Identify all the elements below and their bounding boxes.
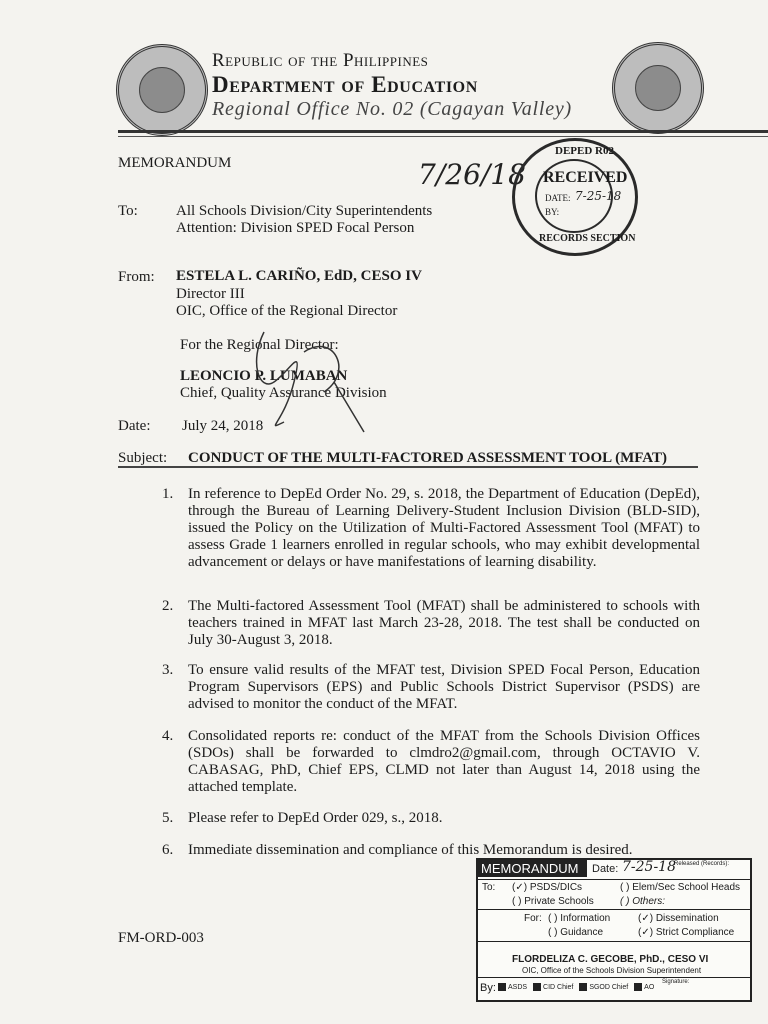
regional-office-line: Regional Office No. 02 (Cagayan Valley) — [212, 98, 573, 120]
handwritten-date: 7/26/18 — [418, 158, 526, 191]
to-label: To: — [118, 203, 138, 219]
routing-by-label: By: — [480, 982, 496, 994]
routing-by-cid: CID Chief — [543, 983, 574, 991]
header-rule-thin — [118, 136, 768, 137]
item-5-number: 5. — [162, 810, 174, 826]
routing-opt-elem-label: Elem/Sec School Heads — [632, 882, 741, 893]
routing-by-sgod: SGOD Chief — [589, 983, 629, 991]
item-2-text: The Multi-factored Assessment Tool (MFAT) shall be administered to schools with teachers trained in MFAT last March 23-28, 2018. The test shall be conducted on July 30-August 3, 2018. — [188, 598, 700, 648]
routing-opt-others-label: Others: — [632, 896, 666, 907]
date-label: Date: — [118, 418, 151, 434]
routing-released-label: Released (Records): — [674, 861, 730, 867]
routing-opt-guidance: ( ) Guidance — [548, 927, 604, 938]
routing-divider-1 — [478, 879, 750, 880]
routing-divider-4 — [478, 977, 750, 978]
item-5-text: Please refer to DepEd Order 029, s., 2018. — [188, 810, 443, 826]
routing-by-options — [498, 983, 654, 991]
routing-signer: FLORDELIZA C. GECOBE, PhD., CESO VI — [512, 954, 709, 965]
from-label: From: — [118, 269, 155, 285]
for-regional-director: For the Regional Director: — [180, 337, 339, 353]
routing-opt-guidance-label: Guidance — [560, 927, 604, 938]
routing-slip — [476, 858, 752, 1002]
routing-opt-dissem-label: Dissemination — [655, 913, 719, 924]
routing-opt-private: ( ) Private Schools — [512, 896, 594, 907]
from-office: OIC, Office of the Regional Director — [176, 303, 398, 319]
signature-scribble — [244, 322, 374, 442]
date-value: July 24, 2018 — [182, 418, 264, 434]
routing-for-label: For: — [524, 913, 542, 924]
stamp-date-label: DATE: — [545, 193, 571, 203]
routing-opt-strict-label: Strict Compliance — [655, 927, 735, 938]
routing-title: MEMORANDUM — [478, 860, 587, 877]
routing-signer-title: OIC, Office of the Schools Division Superintendent — [522, 966, 702, 975]
routing-by-asds: ASDS — [508, 983, 528, 991]
item-4-number: 4. — [162, 728, 174, 744]
form-code: FM-ORD-003 — [118, 930, 204, 946]
subject-value: CONDUCT OF THE MULTI-FACTORED ASSESSMENT TOOL (MFAT) — [188, 450, 667, 466]
routing-divider-2 — [478, 909, 750, 910]
routing-opt-psds-label: PSDS/DICs — [529, 882, 583, 893]
to-recipients: All Schools Division/City Superintendents — [176, 203, 433, 219]
routing-signature-label: Signature: — [662, 979, 690, 985]
routing-opt-others: ( ) Others: — [620, 896, 666, 907]
to-attention: Attention: Division SPED Focal Person — [176, 220, 415, 236]
routing-opt-info-label: Information — [560, 913, 611, 924]
stamp-date-value: 7-25-18 — [575, 189, 622, 203]
received-stamp — [512, 138, 638, 256]
routing-opt-psds: (✓) PSDS/DICs — [512, 882, 583, 893]
routing-divider-3 — [478, 941, 750, 942]
deped-seal-center — [139, 67, 185, 113]
from-name: ESTELA L. CARIÑO, EdD, CESO IV — [176, 268, 422, 284]
item-6-number: 6. — [162, 842, 174, 858]
regional-seal-center — [635, 65, 681, 111]
stamp-received: RECEIVED — [543, 169, 628, 186]
routing-opt-dissem: (✓) Dissemination — [638, 913, 719, 924]
subject-label: Subject: — [118, 450, 168, 466]
item-3-text: To ensure valid results of the MFAT test, Division SPED Focal Person, Education Program Supervisors (EPS) and Public Schools District Supervisor (PSDS) are advised to monitor the conduct of the MFAT. — [188, 662, 700, 712]
routing-opt-strict: (✓) Strict Compliance — [638, 927, 735, 938]
routing-opt-elem: ( ) Elem/Sec School Heads — [620, 882, 741, 893]
routing-date-label: Date: — [592, 863, 619, 875]
routing-opt-info: ( ) Information — [548, 913, 611, 924]
item-3-number: 3. — [162, 662, 174, 678]
routing-date-value: 7-25-18 — [622, 859, 676, 875]
item-4-text: Consolidated reports re: conduct of the MFAT from the Schools Division Offices (SDOs) shall be forwarded to clmdro2@gmail.com, through OCTAVIO V. CABASAG, PhD, Chief EPS, CLMD not later than August 14, 2018 using the attached template. — [188, 728, 700, 795]
item-1-text: In reference to DepEd Order No. 29, s. 2018, the Department of Education (DepEd), through the Bureau of Learning Delivery-Student Inclusion Division (BLD-SID), issued the Policy on the Utilization of Multi-Factored Assessment Tool (MFAT) to assess Grade 1 learners enrolled in regular schools, who may exhibit developmental advancement or delays or have manifestations of learning disability. — [188, 486, 700, 570]
routing-to-label: To: — [482, 882, 496, 893]
from-title: Director III — [176, 286, 245, 302]
department-title: Department of Education — [212, 72, 478, 97]
item-6-text: Immediate dissemination and compliance of this Memorandum is desired. — [188, 842, 633, 858]
signatory-name: LEONCIO P. LUMABAN — [180, 368, 348, 384]
routing-by-ao: AO — [644, 983, 655, 991]
stamp-by-label: BY: — [545, 207, 560, 217]
republic-line: Republic of the Philippines — [212, 50, 429, 71]
memo-label: MEMORANDUM — [118, 155, 232, 171]
stamp-top-text: DEPED R02 — [555, 145, 614, 157]
header-rule — [118, 130, 768, 133]
routing-opt-private-label: Private Schools — [524, 896, 594, 907]
subject-rule — [118, 466, 698, 468]
stamp-bottom-text: RECORDS SECTION — [539, 233, 636, 244]
regional-office-seal — [612, 42, 704, 134]
item-2-number: 2. — [162, 598, 174, 614]
signatory-title: Chief, Quality Assurance Division — [180, 385, 387, 401]
deped-seal — [116, 44, 208, 136]
item-1-number: 1. — [162, 486, 174, 502]
